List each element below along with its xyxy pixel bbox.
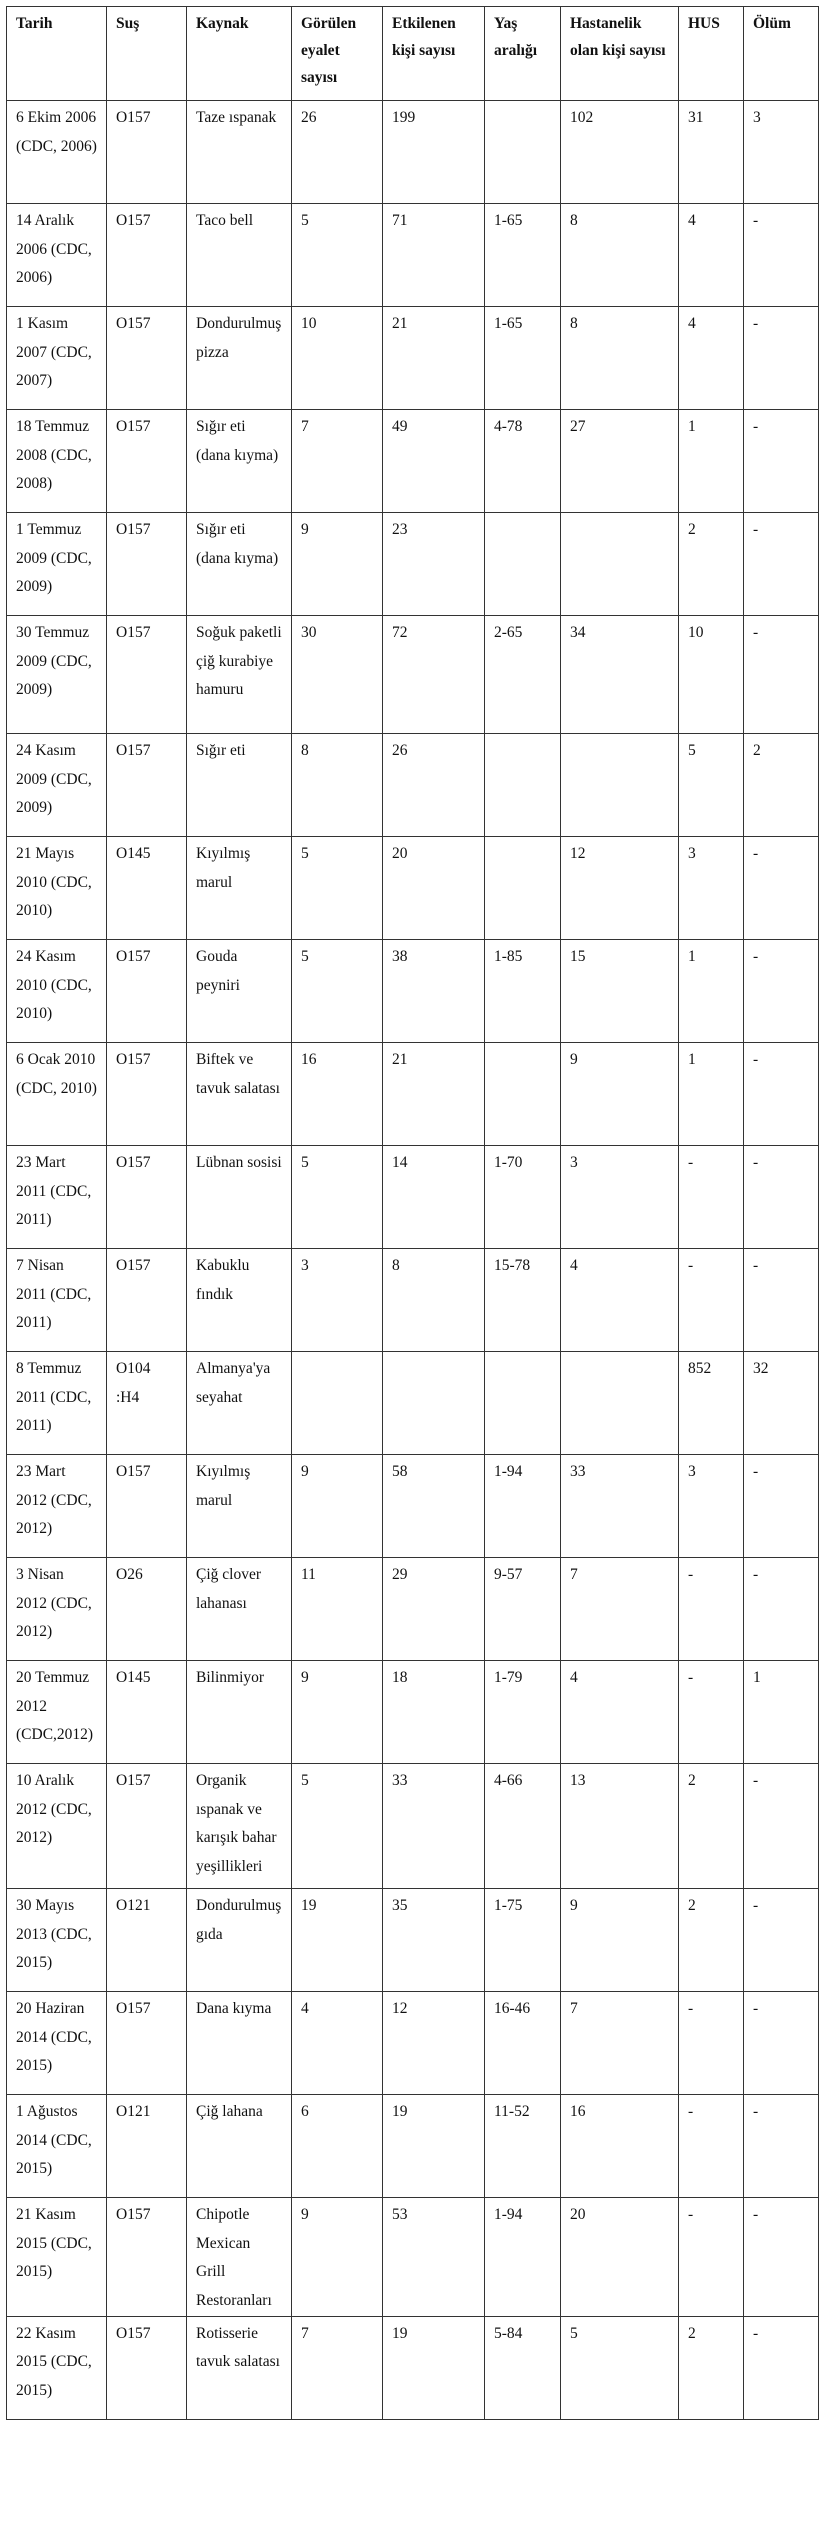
cell-hospitalized-count: 3 <box>561 1146 679 1249</box>
cell-hospitalized-count: 5 <box>561 2316 679 2419</box>
cell-affected-count: 8 <box>383 1249 485 1352</box>
cell-strain: O157 <box>107 616 187 734</box>
cell-deaths: 3 <box>744 101 819 204</box>
cell-affected-count: 14 <box>383 1146 485 1249</box>
cell-affected-count: 29 <box>383 1558 485 1661</box>
cell-hospitalized-count: 8 <box>561 204 679 307</box>
cell-age-range <box>485 734 561 837</box>
cell-deaths: - <box>744 1455 819 1558</box>
cell-strain: O157 <box>107 1992 187 2095</box>
cell-hospitalized-count: 13 <box>561 1764 679 1889</box>
cell-states-count: 11 <box>292 1558 383 1661</box>
header-deaths: Ölüm <box>744 7 819 101</box>
cell-hospitalized-count <box>561 513 679 616</box>
cell-hus: 1 <box>679 940 744 1043</box>
table-row <box>7 1146 819 1249</box>
cell-affected-count: 19 <box>383 2095 485 2198</box>
cell-states-count: 26 <box>292 101 383 204</box>
cell-hus: - <box>679 1249 744 1352</box>
table-row <box>7 734 819 837</box>
cell-deaths: 2 <box>744 734 819 837</box>
cell-source: Organik ıspanak ve karışık bahar yeşillikleri <box>187 1764 292 1889</box>
cell-hospitalized-count <box>561 1352 679 1455</box>
cell-age-range: 1-79 <box>485 1661 561 1764</box>
cell-source: Rotisserie tavuk salatası <box>187 2316 292 2419</box>
cell-age-range: 4-66 <box>485 1764 561 1889</box>
cell-hus: - <box>679 1146 744 1249</box>
cell-age-range <box>485 1043 561 1146</box>
cell-states-count: 4 <box>292 1992 383 2095</box>
cell-hus: 3 <box>679 1455 744 1558</box>
cell-hus: - <box>679 2095 744 2198</box>
cell-deaths: - <box>744 1043 819 1146</box>
cell-hus: - <box>679 1558 744 1661</box>
header-strain: Suş <box>107 7 187 101</box>
cell-deaths: - <box>744 2198 819 2317</box>
cell-states-count: 16 <box>292 1043 383 1146</box>
cell-deaths: - <box>744 837 819 940</box>
table-row <box>7 101 819 204</box>
table-row <box>7 2095 819 2198</box>
cell-strain: O157 <box>107 1043 187 1146</box>
cell-hus: - <box>679 1661 744 1764</box>
cell-date: 24 Kasım 2010 (CDC, 2010) <box>7 940 107 1043</box>
cell-hus: 2 <box>679 1889 744 1992</box>
cell-date: 23 Mart 2012 (CDC, 2012) <box>7 1455 107 1558</box>
header-age-range: Yaş aralığı <box>485 7 561 101</box>
cell-hus: - <box>679 1992 744 2095</box>
cell-hospitalized-count: 7 <box>561 1992 679 2095</box>
cell-strain: O157 <box>107 1764 187 1889</box>
cell-age-range: 5-84 <box>485 2316 561 2419</box>
cell-age-range <box>485 837 561 940</box>
cell-hospitalized-count <box>561 734 679 837</box>
table-row <box>7 837 819 940</box>
table-row <box>7 307 819 410</box>
cell-hospitalized-count: 8 <box>561 307 679 410</box>
cell-states-count: 5 <box>292 837 383 940</box>
cell-hospitalized-count: 7 <box>561 1558 679 1661</box>
cell-hus: 5 <box>679 734 744 837</box>
table-row <box>7 940 819 1043</box>
cell-source: Çiğ clover lahanası <box>187 1558 292 1661</box>
cell-age-range: 1-65 <box>485 307 561 410</box>
cell-source: Kıyılmış marul <box>187 837 292 940</box>
cell-age-range: 9-57 <box>485 1558 561 1661</box>
cell-deaths: - <box>744 1249 819 1352</box>
cell-states-count: 7 <box>292 410 383 513</box>
cell-hus: 10 <box>679 616 744 734</box>
cell-hospitalized-count: 9 <box>561 1043 679 1146</box>
cell-date: 21 Kasım 2015 (CDC, 2015) <box>7 2198 107 2317</box>
cell-date: 8 Temmuz 2011 (CDC, 2011) <box>7 1352 107 1455</box>
cell-source: Soğuk paketli çiğ kurabiye hamuru <box>187 616 292 734</box>
cell-strain: O145 <box>107 1661 187 1764</box>
cell-age-range: 11-52 <box>485 2095 561 2198</box>
table-row <box>7 1992 819 2095</box>
cell-source: Dondurulmuş gıda <box>187 1889 292 1992</box>
cell-age-range: 1-94 <box>485 1455 561 1558</box>
cell-affected-count: 53 <box>383 2198 485 2317</box>
cell-affected-count <box>383 1352 485 1455</box>
header-states-count: Görülen eyalet sayısı <box>292 7 383 101</box>
cell-affected-count: 58 <box>383 1455 485 1558</box>
cell-date: 30 Temmuz 2009 (CDC, 2009) <box>7 616 107 734</box>
outbreak-table <box>6 6 819 2420</box>
cell-affected-count: 38 <box>383 940 485 1043</box>
cell-hus: 4 <box>679 307 744 410</box>
cell-date: 30 Mayıs 2013 (CDC, 2015) <box>7 1889 107 1992</box>
cell-strain: O157 <box>107 1146 187 1249</box>
cell-strain: O121 <box>107 1889 187 1992</box>
cell-affected-count: 23 <box>383 513 485 616</box>
cell-affected-count: 21 <box>383 307 485 410</box>
cell-age-range: 1-65 <box>485 204 561 307</box>
cell-strain: O121 <box>107 2095 187 2198</box>
cell-hus: 2 <box>679 513 744 616</box>
cell-states-count: 7 <box>292 2316 383 2419</box>
cell-affected-count: 12 <box>383 1992 485 2095</box>
header-hus: HUS <box>679 7 744 101</box>
cell-deaths: - <box>744 307 819 410</box>
cell-date: 10 Aralık 2012 (CDC, 2012) <box>7 1764 107 1889</box>
cell-strain: O157 <box>107 1249 187 1352</box>
cell-source: Chipotle Mexican Grill Restoranları <box>187 2198 292 2317</box>
cell-age-range: 1-70 <box>485 1146 561 1249</box>
cell-date: 7 Nisan 2011 (CDC, 2011) <box>7 1249 107 1352</box>
cell-hospitalized-count: 4 <box>561 1661 679 1764</box>
cell-hus: - <box>679 2198 744 2317</box>
cell-deaths: - <box>744 1992 819 2095</box>
cell-affected-count: 33 <box>383 1764 485 1889</box>
cell-source: Biftek ve tavuk salatası <box>187 1043 292 1146</box>
cell-affected-count: 21 <box>383 1043 485 1146</box>
header-affected-count: Etkilenen kişi sayısı <box>383 7 485 101</box>
cell-date: 24 Kasım 2009 (CDC, 2009) <box>7 734 107 837</box>
cell-affected-count: 71 <box>383 204 485 307</box>
cell-date: 6 Ekim 2006 (CDC, 2006) <box>7 101 107 204</box>
cell-states-count: 9 <box>292 2198 383 2317</box>
cell-date: 1 Kasım 2007 (CDC, 2007) <box>7 307 107 410</box>
cell-hospitalized-count: 33 <box>561 1455 679 1558</box>
cell-source: Taco bell <box>187 204 292 307</box>
cell-hus: 2 <box>679 1764 744 1889</box>
cell-date: 1 Temmuz 2009 (CDC, 2009) <box>7 513 107 616</box>
cell-hospitalized-count: 15 <box>561 940 679 1043</box>
cell-deaths: - <box>744 204 819 307</box>
cell-deaths: - <box>744 1146 819 1249</box>
cell-deaths: - <box>744 2316 819 2419</box>
cell-deaths: 1 <box>744 1661 819 1764</box>
cell-strain: O157 <box>107 734 187 837</box>
cell-deaths: - <box>744 513 819 616</box>
table-body <box>7 101 819 2420</box>
cell-date: 6 Ocak 2010 (CDC, 2010) <box>7 1043 107 1146</box>
cell-states-count: 5 <box>292 1146 383 1249</box>
table-row <box>7 513 819 616</box>
cell-strain: O157 <box>107 513 187 616</box>
cell-affected-count: 35 <box>383 1889 485 1992</box>
cell-deaths: - <box>744 2095 819 2198</box>
header-source: Kaynak <box>187 7 292 101</box>
cell-affected-count: 18 <box>383 1661 485 1764</box>
cell-deaths: 32 <box>744 1352 819 1455</box>
table-row <box>7 204 819 307</box>
cell-affected-count: 72 <box>383 616 485 734</box>
cell-states-count: 5 <box>292 204 383 307</box>
table-row <box>7 616 819 734</box>
table-row <box>7 1043 819 1146</box>
cell-states-count: 6 <box>292 2095 383 2198</box>
cell-age-range <box>485 513 561 616</box>
table-row <box>7 1764 819 1889</box>
cell-source: Gouda peyniri <box>187 940 292 1043</box>
cell-strain: O157 <box>107 1455 187 1558</box>
cell-affected-count: 199 <box>383 101 485 204</box>
cell-date: 20 Haziran 2014 (CDC, 2015) <box>7 1992 107 2095</box>
cell-strain: O145 <box>107 837 187 940</box>
cell-affected-count: 26 <box>383 734 485 837</box>
cell-hus: 852 <box>679 1352 744 1455</box>
header-row <box>7 7 819 101</box>
cell-states-count: 3 <box>292 1249 383 1352</box>
cell-source: Almanya'ya seyahat <box>187 1352 292 1455</box>
cell-strain: O157 <box>107 2198 187 2317</box>
cell-states-count: 9 <box>292 513 383 616</box>
cell-deaths: - <box>744 616 819 734</box>
cell-source: Bilinmiyor <box>187 1661 292 1764</box>
cell-deaths: - <box>744 1764 819 1889</box>
cell-source: Taze ıspanak <box>187 101 292 204</box>
cell-strain: O157 <box>107 204 187 307</box>
cell-hus: 31 <box>679 101 744 204</box>
cell-hus: 3 <box>679 837 744 940</box>
cell-source: Dondurulmuş pizza <box>187 307 292 410</box>
cell-hus: 1 <box>679 1043 744 1146</box>
cell-strain: O157 <box>107 940 187 1043</box>
cell-date: 21 Mayıs 2010 (CDC, 2010) <box>7 837 107 940</box>
cell-states-count: 30 <box>292 616 383 734</box>
cell-date: 22 Kasım 2015 (CDC, 2015) <box>7 2316 107 2419</box>
cell-hospitalized-count: 34 <box>561 616 679 734</box>
cell-date: 23 Mart 2011 (CDC, 2011) <box>7 1146 107 1249</box>
cell-hospitalized-count: 4 <box>561 1249 679 1352</box>
cell-source: Lübnan sosisi <box>187 1146 292 1249</box>
cell-affected-count: 49 <box>383 410 485 513</box>
cell-age-range <box>485 1352 561 1455</box>
cell-deaths: - <box>744 410 819 513</box>
cell-strain: O157 <box>107 2316 187 2419</box>
cell-hospitalized-count: 27 <box>561 410 679 513</box>
table-row <box>7 2198 819 2317</box>
cell-age-range: 1-85 <box>485 940 561 1043</box>
cell-age-range: 1-94 <box>485 2198 561 2317</box>
cell-states-count: 9 <box>292 1661 383 1764</box>
cell-source: Sığır eti (dana kıyma) <box>187 410 292 513</box>
table-row <box>7 1455 819 1558</box>
cell-states-count: 19 <box>292 1889 383 1992</box>
cell-hospitalized-count: 12 <box>561 837 679 940</box>
cell-age-range: 15-78 <box>485 1249 561 1352</box>
table-header <box>7 7 819 101</box>
cell-states-count: 10 <box>292 307 383 410</box>
cell-hospitalized-count: 9 <box>561 1889 679 1992</box>
cell-states-count: 5 <box>292 1764 383 1889</box>
cell-date: 3 Nisan 2012 (CDC, 2012) <box>7 1558 107 1661</box>
cell-date: 20 Temmuz 2012 (CDC,2012) <box>7 1661 107 1764</box>
cell-age-range: 4-78 <box>485 410 561 513</box>
cell-deaths: - <box>744 940 819 1043</box>
cell-date: 18 Temmuz 2008 (CDC, 2008) <box>7 410 107 513</box>
cell-age-range: 1-75 <box>485 1889 561 1992</box>
cell-affected-count: 20 <box>383 837 485 940</box>
cell-strain: O26 <box>107 1558 187 1661</box>
cell-deaths: - <box>744 1558 819 1661</box>
cell-date: 14 Aralık 2006 (CDC, 2006) <box>7 204 107 307</box>
cell-hospitalized-count: 102 <box>561 101 679 204</box>
cell-states-count: 9 <box>292 1455 383 1558</box>
cell-strain: O157 <box>107 101 187 204</box>
table-row <box>7 1889 819 1992</box>
cell-affected-count: 19 <box>383 2316 485 2419</box>
cell-strain: O104 :H4 <box>107 1352 187 1455</box>
table-row <box>7 2316 819 2419</box>
cell-hospitalized-count: 20 <box>561 2198 679 2317</box>
cell-age-range <box>485 101 561 204</box>
cell-hus: 4 <box>679 204 744 307</box>
cell-hus: 1 <box>679 410 744 513</box>
cell-source: Kabuklu fındık <box>187 1249 292 1352</box>
cell-hospitalized-count: 16 <box>561 2095 679 2198</box>
cell-source: Kıyılmış marul <box>187 1455 292 1558</box>
cell-hus: 2 <box>679 2316 744 2419</box>
table-row <box>7 1352 819 1455</box>
cell-states-count <box>292 1352 383 1455</box>
cell-states-count: 5 <box>292 940 383 1043</box>
table-row <box>7 1661 819 1764</box>
cell-source: Dana kıyma <box>187 1992 292 2095</box>
cell-source: Çiğ lahana <box>187 2095 292 2198</box>
header-hospitalized-count: Hastanelik olan kişi sayısı <box>561 7 679 101</box>
cell-states-count: 8 <box>292 734 383 837</box>
header-date: Tarih <box>7 7 107 101</box>
table-row <box>7 1558 819 1661</box>
table-row <box>7 1249 819 1352</box>
table-row <box>7 410 819 513</box>
cell-source: Sığır eti (dana kıyma) <box>187 513 292 616</box>
cell-age-range: 16-46 <box>485 1992 561 2095</box>
cell-strain: O157 <box>107 410 187 513</box>
cell-date: 1 Ağustos 2014 (CDC, 2015) <box>7 2095 107 2198</box>
cell-age-range: 2-65 <box>485 616 561 734</box>
cell-deaths: - <box>744 1889 819 1992</box>
cell-source: Sığır eti <box>187 734 292 837</box>
cell-strain: O157 <box>107 307 187 410</box>
